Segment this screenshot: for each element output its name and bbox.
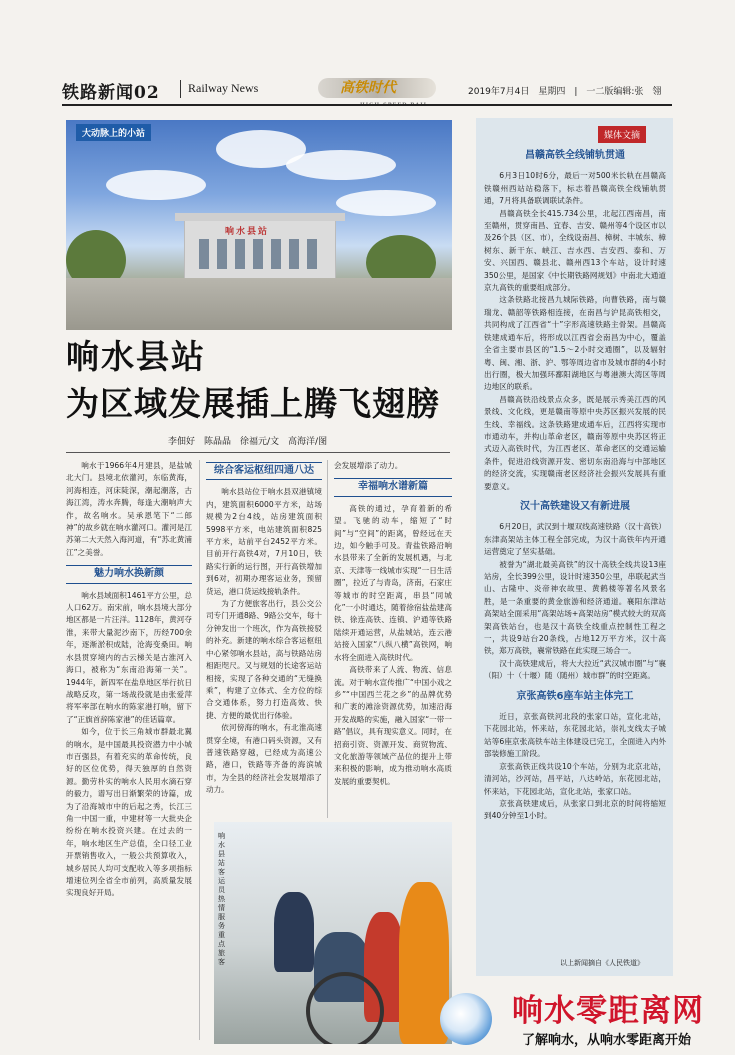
site-watermark xyxy=(440,985,735,1055)
digest-tag: 媒体文摘 xyxy=(598,126,646,143)
column-divider xyxy=(327,460,328,818)
paragraph: 6月20日，武汉到十堰双线高速铁路（汉十高铁）东津高架站主体工程全部完成，为汉十高铁年内开通运营奠定了坚实基础。 xyxy=(484,522,666,557)
digest-heading: 京张高铁6座车站主体完工 xyxy=(516,690,634,702)
paragraph: 依河傍海的响水，有北淮高速贯穿全境，有港口码头资源，又有普速铁路穿越，已经成为高速公路，港口，铁路等齐备的海滨城市，为全县的经济社会发展增添了动力。 xyxy=(206,723,322,795)
paragraph: 为了方便旅客出行，县公交公司专门开通8路、9路公交车，每十分钟发出一个班次，作为高铁接驳的补充。新建的响水综合客运枢纽中心紧邻响水县站，高与铁路站房相距咫尺。又与规划的长途客运站相接，实现了各种交通的“无缝换乘”，构建了立体式、全方位的综合交通体系，努力打造高效、快捷、方便的最优出行体验。 xyxy=(206,599,322,720)
station-building xyxy=(184,220,336,280)
paragraph: 会发展增添了动力。 xyxy=(334,461,403,470)
paragraph: 如今，位于长三角城市群最北翼的响水，是中国最具投资潜力中小城市百强县，有着充实的革命传统，良好的区位优势，得天独厚的自然资源。勤劳朴实的响水人民用水滴石穿的毅力，谱写出日渐繁荣的诗篇，成为了沿海城市中的后起之秀，长江三角一中国一重，中建材等一大批央企纷纷在响水投资兴建。在过去的一年，响水地区生产总值，全口径工业开票销售收入，一般公共预算收入，城乡居民人均可支配收入等多项指标增速位列全省全市前列，高质量发展实现良好开局。 xyxy=(66,727,192,898)
article-column-3 xyxy=(334,460,452,818)
station-sign: 响水县站 xyxy=(225,227,270,237)
headline-line2: 为区域发展插上腾飞翅膀 xyxy=(66,384,440,423)
subheading: 幸福响水谱新篇 xyxy=(334,478,452,496)
digest-heading: 昌赣高铁全线铺轨贯通 xyxy=(525,150,625,161)
paragraph: 京张高铁正线共设10个车站，分别为北京北站，清河站，沙河站，昌平站，八达岭站，东花园北站，怀来站，下花园北站，宣化北站，张家口站。 xyxy=(484,761,666,796)
english-name: Railway News xyxy=(188,81,259,95)
staff-photo xyxy=(214,822,452,1044)
paragraph: 高铁的通过，孕育着新的希望。飞驰的动车，缩短了“时间”与“空间”的距离，曾经远在天边，如今触手可及。青盐铁路沿响水县带来了全新的发展机遇，与北京、天津等一线城市实现“一日生活圈”，拉近了与青岛，济南，石家庄等城市的时空距离，串县“同城化”一小时通达，随着徐宿盐盐建高铁、徐连高铁、连镇、沪通等铁路陆续开通运营，从盐城站，连云港站接入国家“八纵八横”高铁网，响水将全面进入高铁时代。 xyxy=(334,503,452,662)
paragraph: 被誉为“湖北最美高铁”的汉十高铁全线共设13座站房，全长399公里，设计时速350公里，串联起武当山、古隆中、炎帝神农故里、黄鹤楼等著名风景名胜，是一条重要的黄金旅游和经济通道。襄阳东津站高架站全面采用“高架站场+高架站房”模式较大的双高架高铁站台，也是汉十高铁全线重点控制性工程之一，共设9站台20条线，占地12万平方米，汉十高铁，郑万高铁，襄常铁路在此实现三场合一。 xyxy=(484,559,666,656)
column-divider xyxy=(199,460,200,1040)
paragraph: 这条铁路北接昌九城际铁路，向曹铁路，南与赣瑞龙、赣韶等铁路相连接，在南昌与沪昆高铁相交，共同构成了江西省“十”字形高速铁路主骨架。昌赣高铁建成通车后，将形成以江西省会南昌为中心，覆盖全省主要市县区的“1.5～2小时交通圈”，以及辐射粤、闽、湘、浙、沪、鄂等周边省市及城市群的4小时出行圈，极大加强环鄱阳湖地区与粤港澳大湾区等周边地区的联系。 xyxy=(484,295,666,392)
article-column-1 xyxy=(66,460,192,1040)
paragraph: 响水县域面积1461平方公里，总人口62万。南宋前，响水县境大部分地区都是一片汪洋。1128年，黄河夺淮，来带大量泥沙南下，历经700余年，逐渐淤积成陆，沧海变桑田。响水县贯穿境内的古云梯关是古淮河入海口，被称为“东南沿海第一关”。1944年，新四军在盐阜地区举行抗日战略反攻，第一场战役就是由张爱萍将军率部在响水的陈家港打响，留下了“正旗首辞陈家港”的佳话篇章。 xyxy=(66,590,192,724)
masthead-separator xyxy=(180,80,181,98)
watermark-slogan: 了解响水，从响水零距离开始 xyxy=(522,1033,692,1048)
paragraph: 昌赣高铁全长415.734公里，北起江西南昌，南至赣州，贯穿南昌、宜春、吉安、赣州等4个设区市以及26个县（区、市），全线设南昌、樟树、丰城东、樟树东、新干东、峡江、吉水西、吉安西、泰和、万安、兴国西、赣县北、赣州西13个车站，设计时速350公里，是国家《中长期铁路网规划》中南北大通道京九高铁的重要组成部分。 xyxy=(484,208,666,293)
source-note: 以上新闻摘自《人民铁道》 xyxy=(560,959,644,967)
globe-logo-icon xyxy=(440,993,492,1045)
paragraph: 高铁带来了人流、物流、信息流。对于响水宣传推广“中国小戏之乡”“中国西兰花之乡”的品牌优势和广袤的滩涂资源优势，加速沿海开发战略的实施，融入国家“一带一路”倡议，具有现实意义。同时，在招商引资、资源开发、商贸物流、文化旅游等领域产品位的提升上带来积极的影响，成为推动响水高质发展的重要契机。 xyxy=(334,665,452,786)
paragraph: 昌赣高铁沿线景点众多，既是展示秀美江西的风景线、文化线，更是赣南等原中央苏区振兴发展的民生线、幸福线。这条铁路建成通车后，江西将实现市市通动车，并构山革命老区，赣南等原中央苏区将正式迈入高铁时代，为江西老区、革命老区的交通运输条件，促进沿线资源开发、密切东南沿海与中部地区的经济交流，实现赣南老区经济社会振兴发展具有重要意义。 xyxy=(484,394,666,491)
digest-content xyxy=(484,148,666,956)
paragraph: 京张高铁建成后，从张家口到北京的时间将缩短到40分钟至1小时。 xyxy=(484,798,666,821)
paragraph: 响水县站位于响水县双港镇境内，建筑面积6000平方米，站场规模为2台4线，站房建筑面积5998平方米，电站建筑面积825平方米，站前平台2452平方米。目前开行高铁4对，7月10日，铁路实行新的运行图，开行高铁增加到6对，初期办理客运业务，预留货运，港口货运线接轨条件。 xyxy=(206,487,322,596)
subheading: 魅力响水换新颜 xyxy=(66,565,192,583)
watermark-title: 响水零距离网 xyxy=(512,993,704,1029)
station-photo xyxy=(66,120,452,330)
digest-heading: 汉十高铁建设又有新进展 xyxy=(520,500,630,512)
masthead xyxy=(0,0,735,108)
article-column-2 xyxy=(206,460,322,818)
paragraph: 6月3日10时6分，最后一对500米长轨在昌赣高铁赣州西站站稳落下，标志着昌赣高铁全线铺轨贯通，7月将具备联调联试条件。 xyxy=(484,171,666,206)
high-speed-rail-logo: 高铁时代 xyxy=(318,74,436,104)
paragraph: 汉十高铁建成后，将大大拉近“武汉城市圈”与“襄（阳）十（十堰）随（随州）城市群”的时空距离。 xyxy=(484,658,666,681)
subheading: 综合客运枢纽四通八达 xyxy=(206,462,322,480)
paragraph: 近日，京张高铁河北段的张家口站，宣化北站，下花园北站，怀来站，东花园北站，崇礼支线太子城站等6座京张高铁车站主体建设已完工，全面进入内外部装修施工阶段。 xyxy=(484,712,666,759)
masthead-rule xyxy=(62,104,672,106)
paper-name: 铁路新闻02 xyxy=(62,83,160,103)
date-line: 2019年7月4日 星期四 | 一二版编辑:张 翎 xyxy=(468,87,662,97)
byline: 李佃好 陈晶晶 徐福元/文 高海洋/图 xyxy=(168,437,328,447)
headline-rule xyxy=(66,452,450,453)
headline-line1: 响水县站 xyxy=(66,337,206,376)
paragraph: 响水于1966年4月建县，是盐城北大门。县境北依灌河，东临黄海，河海相连，河床陡深，潮起潮落，古海江湾，涛水奔腾，每逢大潮响声大作，故名响水。吴承恩笔下“二郎神”的故乡就在响水灌河口。灌河是江苏第二大天然入海河道，有“苏北黄浦江”之美誉。 xyxy=(66,461,192,557)
photo-tag: 大动脉上的小站 xyxy=(76,124,151,141)
photo-caption: 响水县站客运员热情服务重点旅客 xyxy=(218,832,225,966)
